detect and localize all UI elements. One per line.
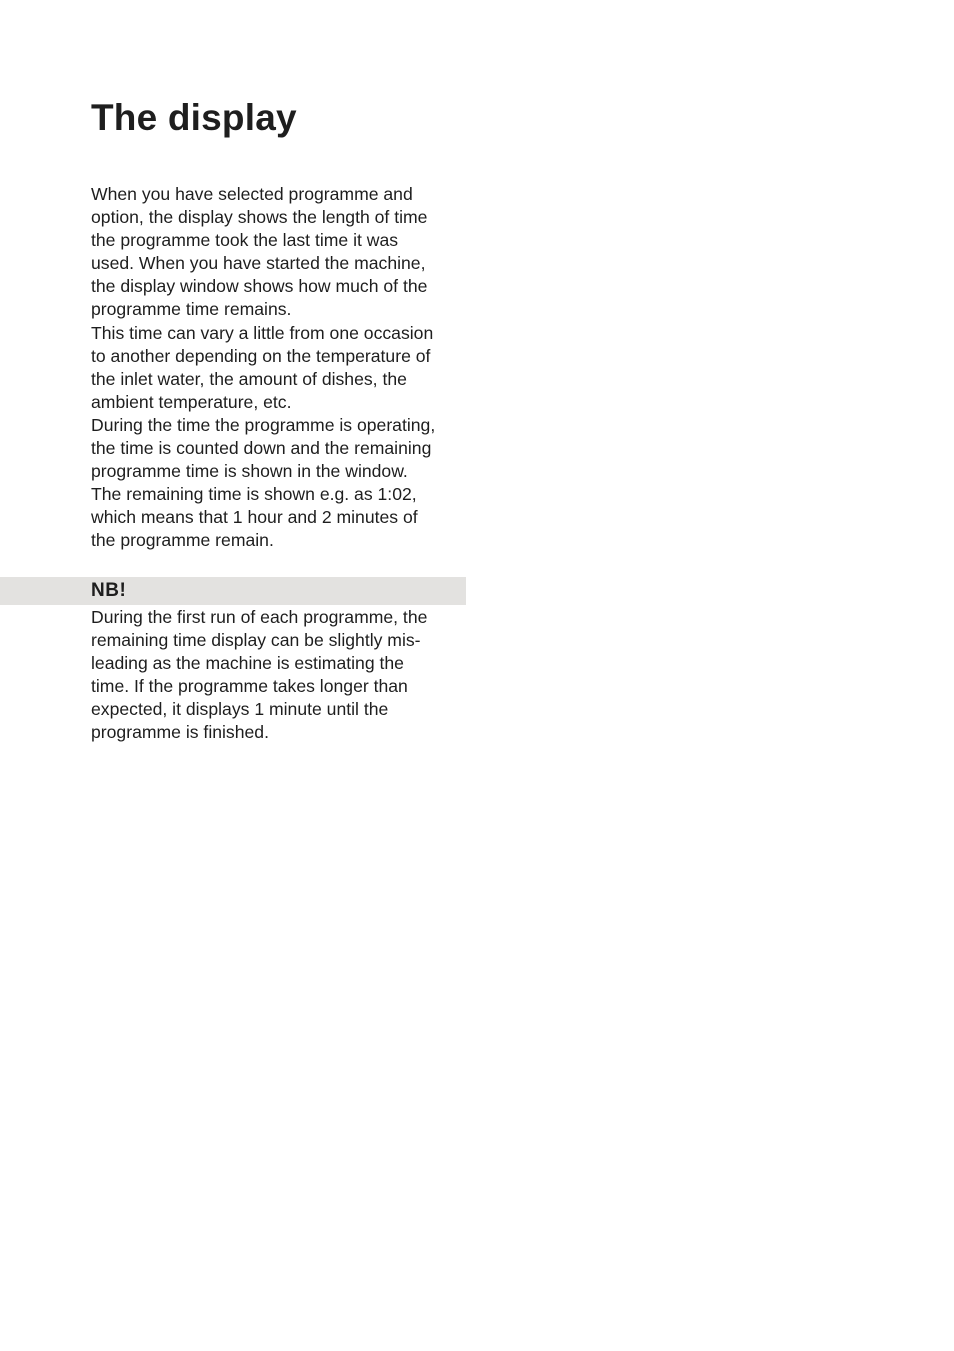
intro-line: The remaining time is shown e.g. as 1:02, bbox=[91, 484, 417, 505]
intro-line: When you have selected programme and bbox=[91, 184, 413, 204]
intro-line: programme time is shown in the window. bbox=[91, 461, 408, 482]
note-line: programme is finished. bbox=[91, 722, 269, 743]
intro-line: ambient temperature, etc. bbox=[91, 391, 292, 412]
intro-line: the time is counted down and the remaining bbox=[91, 438, 432, 459]
intro-line: programme time remains. bbox=[91, 299, 292, 320]
note-heading-band bbox=[0, 577, 466, 605]
note-line: expected, it displays 1 minute until the bbox=[91, 699, 389, 720]
intro-line: which means that 1 hour and 2 minutes of bbox=[91, 507, 418, 528]
note-line: remaining time display can be slightly mis- bbox=[91, 630, 421, 651]
intro-line: to another depending on the temperature of bbox=[91, 345, 431, 366]
intro-line: used. When you have started the machine, bbox=[91, 253, 426, 274]
intro-line: the programme took the last time it was bbox=[91, 230, 399, 251]
intro-line: the display window shows how much of the bbox=[91, 276, 428, 297]
intro-line: During the time the programme is operating, bbox=[91, 414, 436, 435]
page-title: The display bbox=[91, 97, 297, 138]
intro-line: option, the display shows the length of time bbox=[91, 207, 428, 228]
intro-line: the inlet water, the amount of dishes, the bbox=[91, 368, 407, 389]
note-line: time. If the programme takes longer than bbox=[91, 676, 408, 697]
note-line: During the first run of each programme, the bbox=[91, 607, 428, 627]
note-line: leading as the machine is estimating the bbox=[91, 653, 404, 674]
intro-line: the programme remain. bbox=[91, 530, 274, 551]
note-paragraph bbox=[91, 606, 471, 745]
intro-line: This time can vary a little from one occasion bbox=[91, 322, 434, 343]
note-heading: NB! bbox=[91, 580, 127, 601]
intro-paragraphs bbox=[91, 183, 471, 553]
